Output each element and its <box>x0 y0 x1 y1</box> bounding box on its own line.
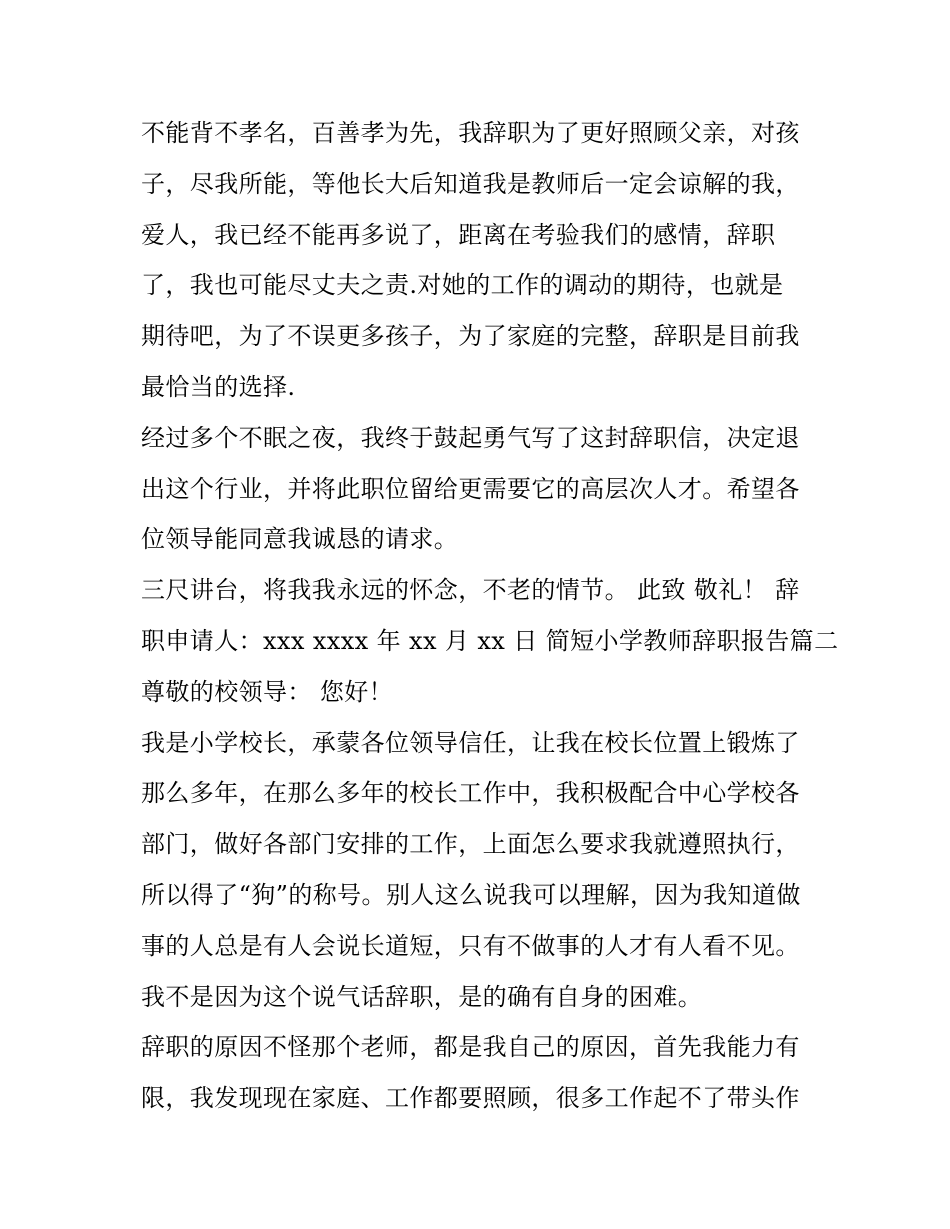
text-line: 事的人总是有人会说长道短，只有不做事的人才有人看不见。 <box>141 931 800 960</box>
text-line: 我是小学校长，承蒙各位领导信任，让我在校长位置上锻炼了 <box>141 728 800 757</box>
text-line: 所以得了“狗”的称号。别人这么说我可以理解，因为我知道做 <box>141 880 801 909</box>
text-line: 那么多年，在那么多年的校长工作中，我积极配合中心学校各 <box>141 779 800 808</box>
document-body <box>141 108 839 1124</box>
text-line: 最恰当的选择. <box>141 372 296 401</box>
text-line: 出这个行业，并将此职位留给更需要它的高层次人才。希望各 <box>141 474 800 503</box>
text-line: 期待吧，为了不误更多孩子，为了家庭的完整，辞职是目前我 <box>141 322 800 351</box>
text-line: 位领导能同意我诚恳的请求。 <box>141 525 459 554</box>
text-line: 辞职的原因不怪那个老师，都是我自己的原因，首先我能力有 <box>141 1033 800 1062</box>
text-line: 三尺讲台，将我我永远的怀念，不老的情节。 此致 敬礼！ 辞 <box>141 576 800 605</box>
text-line: 爱人，我已经不能再多说了，距离在考验我们的感情，辞职 <box>141 220 776 249</box>
text-line: 限，我发现现在家庭、工作都要照顾，很多工作起不了带头作 <box>141 1084 800 1113</box>
text-line: 职申请人：xxx xxxx 年 xx 月 xx 日 简短小学教师辞职报告篇二 <box>141 626 839 655</box>
text-line: 子，尽我所能，等他长大后知道我是教师后一定会谅解的我， <box>141 169 800 198</box>
text-line: 了，我也可能尽丈夫之责.对她的工作的调动的期待，也就是 <box>141 271 784 300</box>
text-line: 部门，做好各部门安排的工作，上面怎么要求我就遵照执行， <box>141 830 800 859</box>
text-line: 我不是因为这个说气话辞职，是的确有自身的困难。 <box>141 982 703 1011</box>
text-line: 经过多个不眠之夜，我终于鼓起勇气写了这封辞职信，决定退 <box>141 423 800 452</box>
text-line: 尊敬的校领导： 您好！ <box>141 677 394 706</box>
text-line: 不能背不孝名，百善孝为先，我辞职为了更好照顾父亲，对孩 <box>141 119 800 147</box>
